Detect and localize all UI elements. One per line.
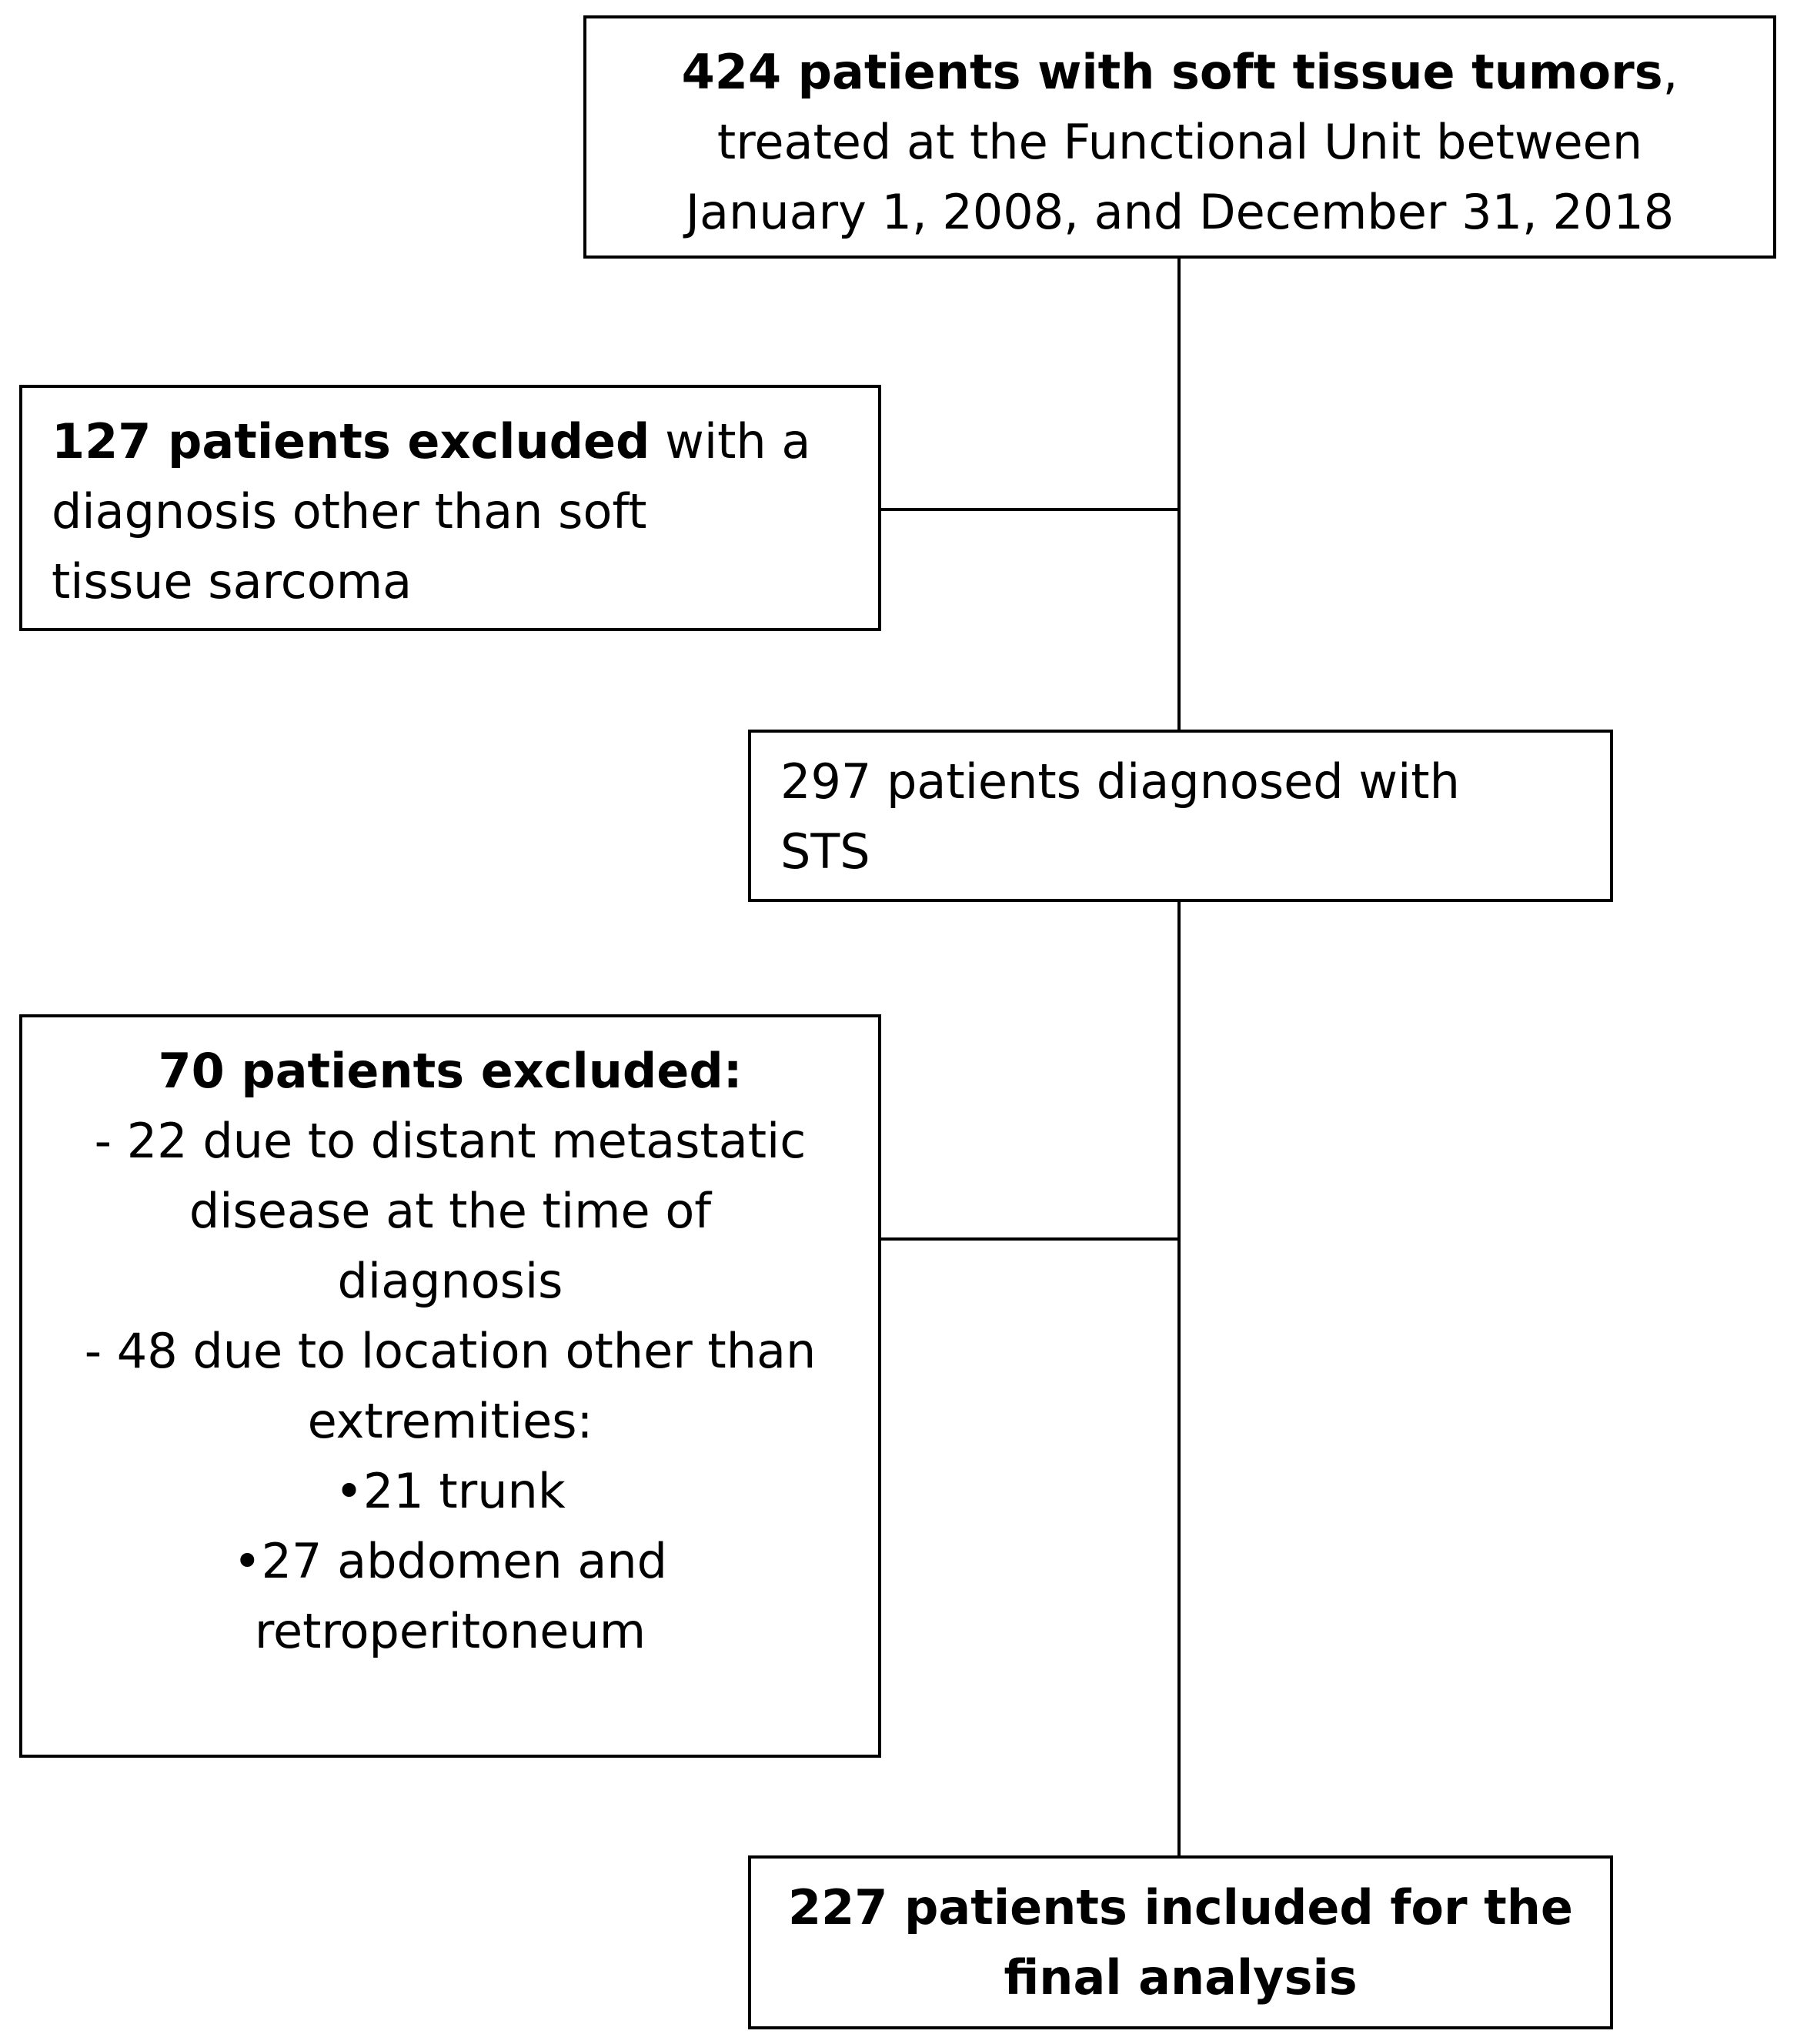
- total-line-1: [586, 37, 1773, 107]
- exclusion-2-line: - 48 due to location other than: [84, 1323, 817, 1379]
- exclusion-1-line-1-rest: with a: [650, 413, 811, 469]
- exclusion-2-line: extremities:: [307, 1393, 593, 1449]
- diagnosed-line-1: 297 patients diagnosed with: [780, 753, 1460, 810]
- total-line-3: January 1, 2008, and December 31, 2018: [685, 184, 1675, 240]
- box-total-patients: [583, 15, 1776, 259]
- total-count-label: 424 patients with soft tissue tumors: [681, 44, 1663, 100]
- box-diagnosed-sts: [748, 730, 1613, 902]
- connector-exclusion-1: [881, 508, 1181, 511]
- exclusion-2-line: diagnosis: [337, 1253, 563, 1309]
- connector-main-lower: [1177, 902, 1181, 1855]
- final-line-2: final analysis: [1004, 1949, 1358, 2006]
- final-line-1: 227 patients included for the: [788, 1879, 1573, 1935]
- connector-main-upper: [1177, 259, 1181, 730]
- exclusion-1-line-1: [52, 406, 878, 476]
- exclusion-2-line: - 22 due to distant metastatic: [94, 1113, 807, 1169]
- box-exclusion-1: [19, 385, 881, 631]
- exclusion-1-line-2: diagnosis other than soft: [52, 483, 647, 539]
- box-exclusion-2: [19, 1014, 881, 1758]
- diagnosed-line-2: STS: [780, 823, 870, 880]
- exclusion-2-heading: 70 patients excluded:: [158, 1043, 743, 1099]
- total-line-1-rest: ,: [1662, 44, 1678, 100]
- connector-exclusion-2: [881, 1237, 1181, 1241]
- exclusion-2-line: disease at the time of: [189, 1183, 712, 1239]
- exclusion-1-line-3: tissue sarcoma: [52, 553, 413, 610]
- exclusion-2-line: •21 trunk: [335, 1463, 566, 1519]
- exclusion-2-line: retroperitoneum: [254, 1603, 646, 1659]
- box-final-analysis: [748, 1855, 1613, 2029]
- exclusion-1-count-label: 127 patients excluded: [52, 413, 650, 469]
- total-line-2: treated at the Functional Unit between: [716, 114, 1643, 170]
- exclusion-2-line: •27 abdomen and: [233, 1533, 667, 1589]
